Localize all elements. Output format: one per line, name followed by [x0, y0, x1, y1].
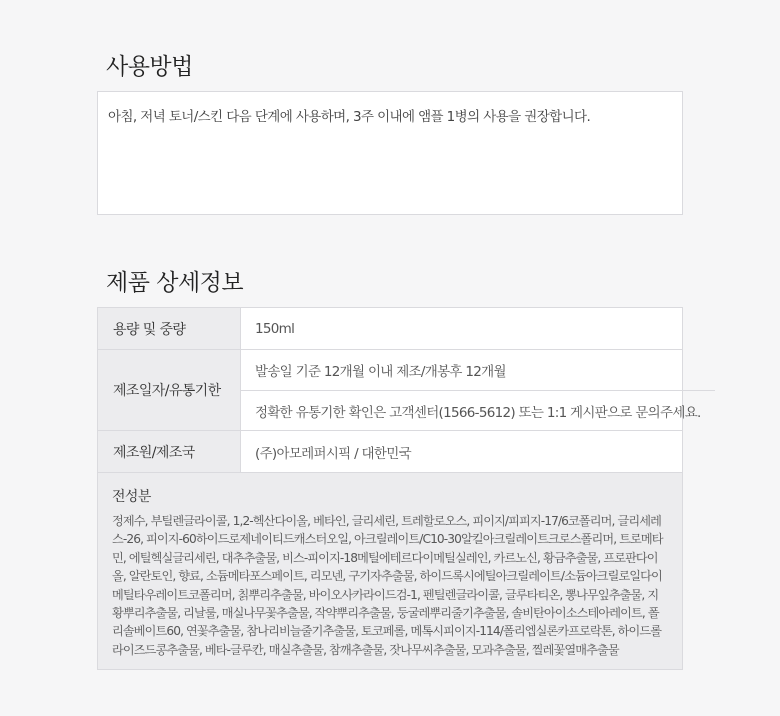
details-row-expiry	[98, 350, 701, 431]
details-row-manufacturer	[98, 431, 682, 473]
volume-label: 용량 및 중량	[98, 308, 241, 349]
volume-value: 150ml	[255, 320, 295, 337]
ingredients-list: 정제수, 부틸렌글라이콜, 1,2-헥산다이올, 베타인, 글리세린, 트레할로오스, 피이지/피피지-17/6코폴리머, 글리세레스-26, 피이지-60하이드로제네이티드캐스터오일, 아크릴레이트/C10-30알킬아크릴레이트크로스폴리머, 트로메타민, 에틸헥실글리세린, 대추추출물, 비스-피이지-18메틸에테르다이메틸실레인, 카르노신, 황금추출물, 프로판다이올, 알란토인, 향료, 소듐메타포스페이트, 리모넨, 구기자추출물, 하이드록시에틸아크릴레이트/소듐아크릴로일다이메틸타우레이트코폴리머, 칡뿌리추출물, 바이오사카라이드검-1, 펜틸렌글라이콜, 글루타티온, 뽕나무잎추출물, 지황뿌리추출물, 리날룰, 매실나무꽃추출물, 작약뿌리추출물, 둥굴레뿌리줄기추출물, 솔비탄아이소스테아레이트, 폴리솔베이트60, 연꽃추출물, 참나리비늘줄기추출물, 토코페롤, 메톡시피이지-114/폴리엡실론카프로락톤, 하이드롤라이즈드콩추출물, 베타-글루칸, 매실추출물, 참깨추출물, 잣나무씨추출물, 모과추출물, 찔레꽃열매추출물	[112, 514, 663, 657]
usage-description-text: 아침, 저녁 토너/스킨 다음 단계에 사용하며, 3주 이내에 앰플 1병의 사용을 권장합니다.	[108, 109, 591, 125]
details-row-volume	[98, 308, 682, 350]
expiry-value: 발송일 기준 12개월 이내 제조/개봉후 12개월	[255, 364, 506, 380]
expiry-label: 제조일자/유통기한	[98, 350, 241, 430]
manufacturer-label: 제조원/제조국	[98, 431, 241, 472]
usage-section-title: 사용방법	[106, 54, 193, 80]
product-details-title: 제품 상세정보	[106, 270, 244, 296]
product-details-table	[97, 307, 701, 670]
manufacturer-value: (주)아모레퍼시픽 / 대한민국	[255, 445, 411, 462]
expiry-inquiry-note: 정확한 유통기한 확인은 고객센터(1566-5612) 또는 1:1 게시판으로 문의주세요.	[241, 390, 715, 430]
ingredients-title: 전성분	[112, 489, 151, 505]
ingredients-section	[98, 473, 682, 669]
usage-description-box	[97, 91, 683, 215]
